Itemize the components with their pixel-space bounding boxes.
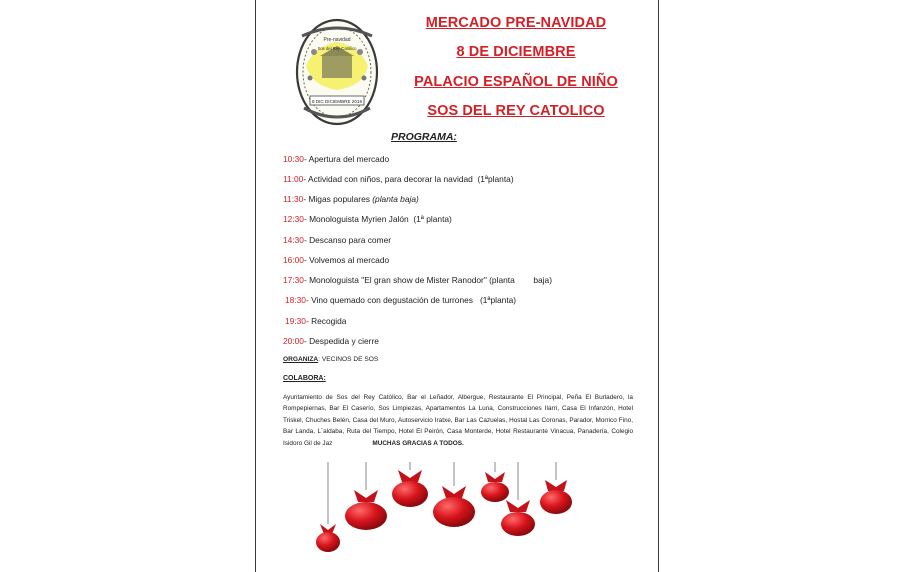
logo-date-text: 8 DIC DICIEMBRE 2018: [311, 99, 363, 104]
schedule-time: 11:30: [283, 194, 304, 204]
colabora-heading: COLABORA:: [283, 375, 326, 382]
schedule-time: 10:30: [283, 154, 304, 164]
programa-heading: PROGRAMA:: [391, 131, 457, 143]
title-line-1: MERCADO PRE-NAVIDAD: [425, 15, 607, 31]
schedule-time: 19:30: [285, 316, 306, 326]
schedule-text: - Actividad con niños, para decorar la navidad (1ªplanta): [303, 174, 514, 184]
title-line-4: SOS DEL REY CATOLICO: [427, 103, 605, 119]
schedule-item: [285, 295, 516, 305]
schedule-text: - Volvemos al mercado: [303, 255, 390, 265]
bauble-icon: [540, 462, 572, 514]
schedule-item: [283, 194, 419, 204]
schedule-item: [283, 174, 514, 184]
organiza-value: : VECINOS DE SOS: [318, 356, 379, 363]
organiza-label: ORGANIZA: [283, 356, 319, 363]
bauble-icon: [392, 462, 428, 507]
schedule-text: - Descanso para comer: [303, 235, 392, 245]
christmas-baubles-decoration: [286, 462, 606, 572]
sponsors-text: Ayuntamiento de Sos del Rey Católico, Bar el Leñador, Albergue, Restaurante El Principal, Peña El Burladero, la Rompepiernas, Bar El Caserío, Sos Limpiezas, Apartamentos La Luna, Construcciones Ilarri, Casa El Infanzón, Hotel Triskel, Chuches Belén, Casa del Muro, Autoservicio Iratxe, Bar Las Cazuelas, Hostal Las Coronas, Parador, Morrico Fino, Bar Landa, L´aldaba, Ruta del Tiempo, Hotel El Peirón, Casa Monterde, Hotel Restaurante Vinacua, Panadería, Colegio Isidoro Gil de Jaz: [283, 394, 633, 447]
title-line-2: 8 DE DICIEMBRE: [456, 44, 576, 60]
thanks-text: MUCHAS GRACIAS A TODOS.: [372, 439, 464, 447]
bauble-icon: [345, 462, 387, 530]
schedule-text: - Recogida: [305, 316, 347, 326]
schedule-item: [285, 316, 346, 326]
schedule-text: - Despedida y cierre: [303, 336, 379, 346]
schedule-note: (planta baja): [372, 194, 419, 204]
schedule-time: 18:30: [285, 295, 306, 305]
schedule-text: - Vino quemado con degustación de turrones (1ªplanta): [305, 295, 517, 305]
title-line-3: PALACIO ESPAÑOL DE NIÑO: [414, 74, 618, 90]
schedule-item: [283, 255, 389, 265]
bauble-icon: [481, 462, 509, 502]
schedule-time: 14:30: [283, 235, 304, 245]
schedule-time: 11:00: [283, 174, 304, 184]
schedule-text: - Monologuista "El gran show de Mister Ranodor" (planta baja): [303, 275, 552, 285]
schedule-time: 16:00: [283, 255, 304, 265]
bauble-icon: [501, 462, 535, 536]
bauble-icon: [316, 462, 340, 552]
logo-top-text: Pre-navidad: [323, 37, 351, 43]
bauble-icon: [433, 462, 475, 527]
schedule-time: 20:00: [283, 336, 304, 346]
schedule-text: - Apertura del mercado: [303, 154, 390, 164]
schedule-item: [283, 214, 452, 224]
schedule-time: 17:30: [283, 275, 304, 285]
schedule-item: [283, 336, 379, 346]
logo-center-text: Sos del Rey Católico: [317, 46, 357, 51]
market-logo: [294, 16, 380, 128]
schedule-time: 12:30: [283, 214, 304, 224]
schedule-item: [283, 275, 552, 285]
organiza-line: [283, 356, 378, 363]
sponsors-paragraph: [283, 392, 633, 449]
schedule-text: - Migas populares: [303, 194, 373, 204]
schedule-text: - Monologuista Myrien Jalón (1ª planta): [303, 214, 452, 224]
schedule-item: [283, 154, 389, 164]
document-page: [255, 0, 659, 572]
schedule-item: [283, 235, 391, 245]
